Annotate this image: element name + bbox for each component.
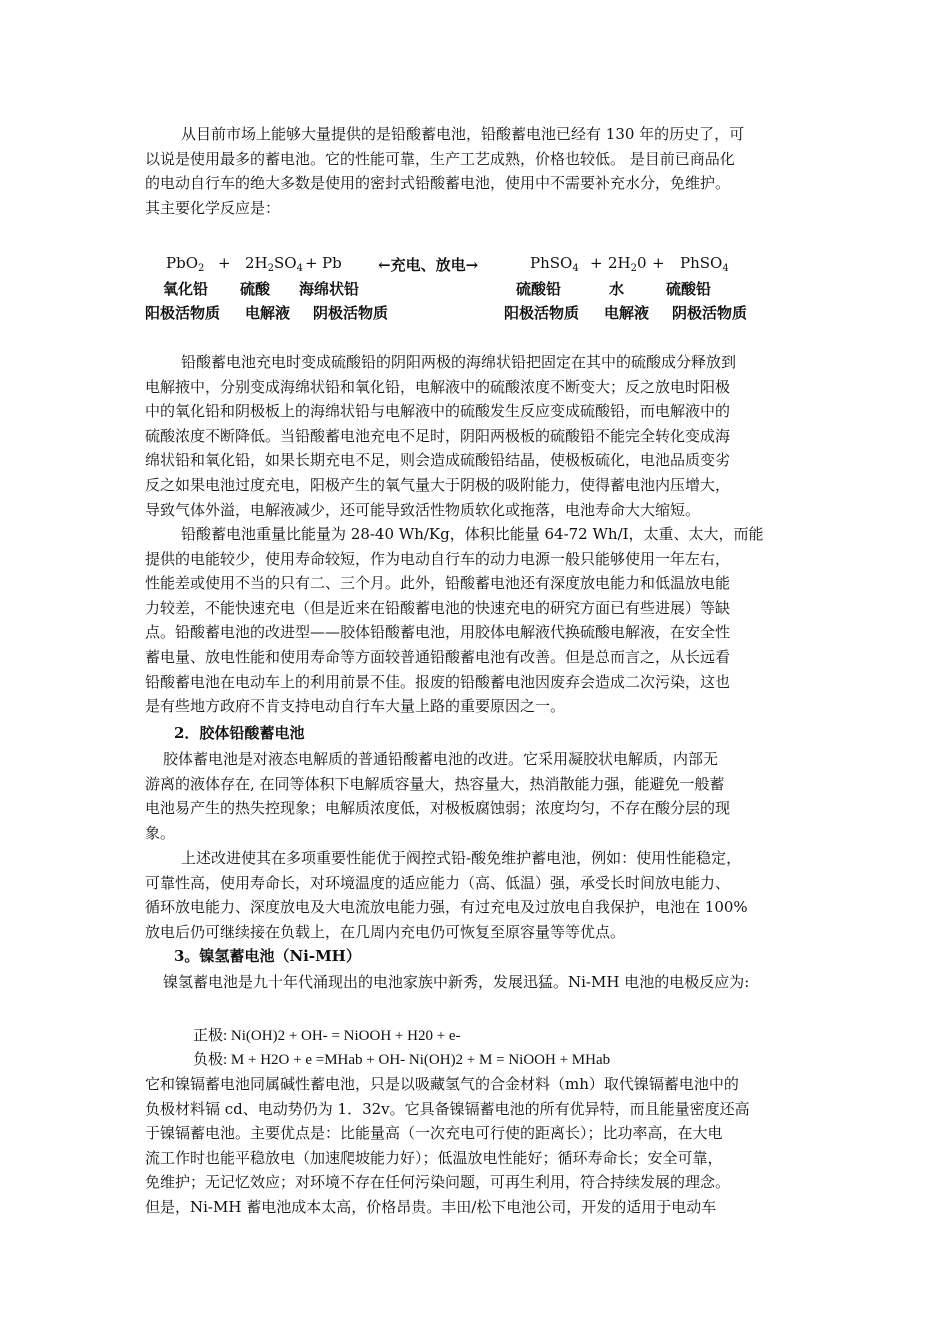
text-line: 于镍镉蓄电池。主要优点是：比能量高（一次充电可行使的距离长）；比功率高，在大电 xyxy=(145,1124,723,1143)
formula-pb: Pb xyxy=(322,254,342,272)
text-line: 绵状铅和氧化铅，如果长期充电不足，则会造成硫酸铅结晶，使极板硫化，电池品质变劣 xyxy=(145,451,731,470)
text-line: 性能差或使用不当的只有二、三个月。此外，铅酸蓄电池还有深度放电能力和低温放电能 xyxy=(145,574,731,593)
charge-discharge-paragraph xyxy=(145,350,817,522)
text-line: 免维护；无记忆效应；对环境不存在任何污染问题，可再生利用，符合持续发展的理念。 xyxy=(145,1173,731,1192)
text-line: 它和镍镉蓄电池同属碱性蓄电池，只是以吸藏氢气的合金材料（mh）取代镍镉蓄电池中的 xyxy=(145,1075,739,1093)
substance-name: 硫酸 xyxy=(240,280,271,298)
substance-role: 电解液 xyxy=(245,304,291,322)
gel-battery-paragraph xyxy=(145,747,817,845)
text-line: 铅酸蓄电池充电时变成硫酸铅的阴阳两极的海绵状铅把固定在其中的硫酸成分释放到 xyxy=(181,353,737,371)
text-line: 放电后仍可继续接在负载上，在几周内充电仍可恢复至原容量等等优点。 xyxy=(145,922,626,941)
charge-discharge-arrow: ←充电、放电→ xyxy=(378,256,479,274)
substance-role: 阴极活物质 xyxy=(672,304,748,322)
text-line: 可靠性高，使用寿命长，对环境温度的适应能力（高、低温）强，承受长时间放电能力、 xyxy=(145,873,731,892)
text-line: 铅酸蓄电池在电动车上的利用前景不佳。报废的铅酸蓄电池因废弃会造成二次污染，这也 xyxy=(145,672,731,691)
text-line: 的电动自行车的绝大多数是使用的密封式铅酸蓄电池，使用中不需要补充水分，免维护。 xyxy=(145,174,731,193)
text-line: 铅酸蓄电池重量比能量为 28-40 Wh/Kg，体积比能量 64-72 Wh/I，太重、太大，而能 xyxy=(181,525,764,543)
substance-name: 硫酸铅 xyxy=(516,280,562,298)
text-line: 以说是使用最多的蓄电池。它的性能可靠，生产工艺成熟，价格也较低。 是目前已商品化 xyxy=(145,149,735,168)
text-line: 上述改进使其在多项重要性能优于阀控式铅-酸免维护蓄电池，例如：使用性能稳定， xyxy=(181,849,742,867)
positive-electrode-formula: 正极: Ni(OH)2 + OH- = NiOOH + H20 + e- xyxy=(193,1028,461,1044)
substance-role: 阳极活物质 xyxy=(504,304,580,322)
text-line: 力较差，不能快速充电（但是近来在铅酸蓄电池的快速充电的研究方面已有些进展）等缺 xyxy=(145,598,731,617)
text-line: 流工作时也能平稳放电（加速爬坡能力好）；低温放电性能好；循环寿命长；安全可靠， xyxy=(145,1148,723,1167)
text-line: 蓄电量、放电性能和使用寿命等方面较普通铅酸蓄电池有改善。但是总而言之，从长远看 xyxy=(145,647,731,666)
plus-sign: + xyxy=(652,254,665,272)
nimh-advantages-paragraph xyxy=(145,1072,817,1220)
negative-electrode-formula: 负极: M + H2O + e =MHab + OH- Ni(OH)2 + M = NiOOH + MHab xyxy=(193,1052,611,1068)
text-line: 电解掖中，分别变成海绵状铅和氧化铅，电解液中的硫酸浓度不断变大；反之放电时阳极 xyxy=(145,377,731,396)
text-line: 硫酸浓度不断降低。当铅酸蓄电池充电不足时，阴阳两极板的硫酸铅不能完全转化变成海 xyxy=(145,426,731,445)
text-line: 胶体蓄电池是对液态电解质的普通铅酸蓄电池的改进。它采用凝胶状电解质，内部无 xyxy=(163,750,719,768)
substance-role: 电解液 xyxy=(604,304,650,322)
text-line: 从目前市场上能够大量提供的是铅酸蓄电池，铅酸蓄电池已经有 130 年的历史了，可 xyxy=(181,125,745,143)
plus-sign: + xyxy=(305,254,318,272)
text-line: 其主要化学反应是： xyxy=(145,198,281,217)
text-line: 循环放电能力、深度放电及大电流放电能力强，有过充电及过放电自我保护，电池在 100% xyxy=(145,898,748,917)
plus-sign: + xyxy=(590,254,603,272)
section-heading-nimh-battery: 3。镍氢蓄电池（Ni-MH） xyxy=(174,947,361,965)
section-heading-gel-battery: 2．胶体铅酸蓄电池 xyxy=(174,724,305,742)
text-line: 游离的液体存在, 在同等体积下电解质容量大，热容量大，热消散能力强，能避免一般蓄 xyxy=(145,774,725,793)
text-line: 中的氧化铅和阴极板上的海绵状铅与电解液中的硫酸发生反应变成硫酸铅，而电解液中的 xyxy=(145,402,731,421)
text-line: 负极材料镉 cd、电动势仍为 1．32v。它具备镍镉蓄电池的所有优异特，而且能量密度还高 xyxy=(145,1099,750,1118)
substance-name: 海绵状铅 xyxy=(299,280,360,298)
substance-role: 阳极活物质 xyxy=(145,304,221,322)
substance-name: 氧化铅 xyxy=(163,280,209,298)
text-line: 反之如果电池过度充电，阳极产生的氧气量大于阴极的吸附能力，使得蓄电池内压增大， xyxy=(145,475,731,494)
text-line: 镍氢蓄电池是九十年代涌现出的电池家族中新秀，发展迅猛。Ni-MH 电池的电极反应为: xyxy=(163,973,750,991)
text-line: 点。铅酸蓄电池的改进型——胶体铅酸蓄电池，用胶体电解液代换硫酸电解液，在安全性 xyxy=(145,623,731,642)
formula-phso4: PhSO$_4$ xyxy=(530,254,579,274)
substance-name: 水 xyxy=(609,280,625,298)
text-line: 但是，Ni-MH 蓄电池成本太高，价格昂贵。丰田/松下电池公司，开发的适用于电动车 xyxy=(145,1197,717,1216)
text-line: 象。 xyxy=(145,823,176,842)
substance-name: 硫酸铅 xyxy=(666,280,712,298)
text-line: 是有些地方政府不肯支持电动自行车大量上路的重要原因之一。 xyxy=(145,697,566,716)
formula-phso4: PhSO$_4$ xyxy=(680,254,729,274)
text-line: 导致气体外溢，电解液减少，还可能导致活性物质软化或拖落，电池寿命大大缩短。 xyxy=(145,500,701,519)
text-line: 提供的电能较少，使用寿命较短，作为电动自行车的动力电源一般只能够使用一年左右， xyxy=(145,549,731,568)
nimh-intro-paragraph xyxy=(145,970,817,995)
substance-role: 阴极活物质 xyxy=(313,304,389,322)
formula-h2o: $2H_20$ xyxy=(608,254,647,274)
text-line: 电池易产生的热失控现象；电解质浓度低，对极板腐蚀弱；浓度均匀，不存在酸分层的现 xyxy=(145,799,731,818)
formula-h2so4: $2H_2SO_4$ xyxy=(245,254,303,274)
intro-paragraph xyxy=(145,122,817,220)
plus-sign: + xyxy=(218,254,231,272)
gel-advantages-paragraph xyxy=(145,846,817,944)
energy-density-paragraph xyxy=(145,522,817,719)
formula-pbo2: PbO$_2$ xyxy=(166,254,205,274)
